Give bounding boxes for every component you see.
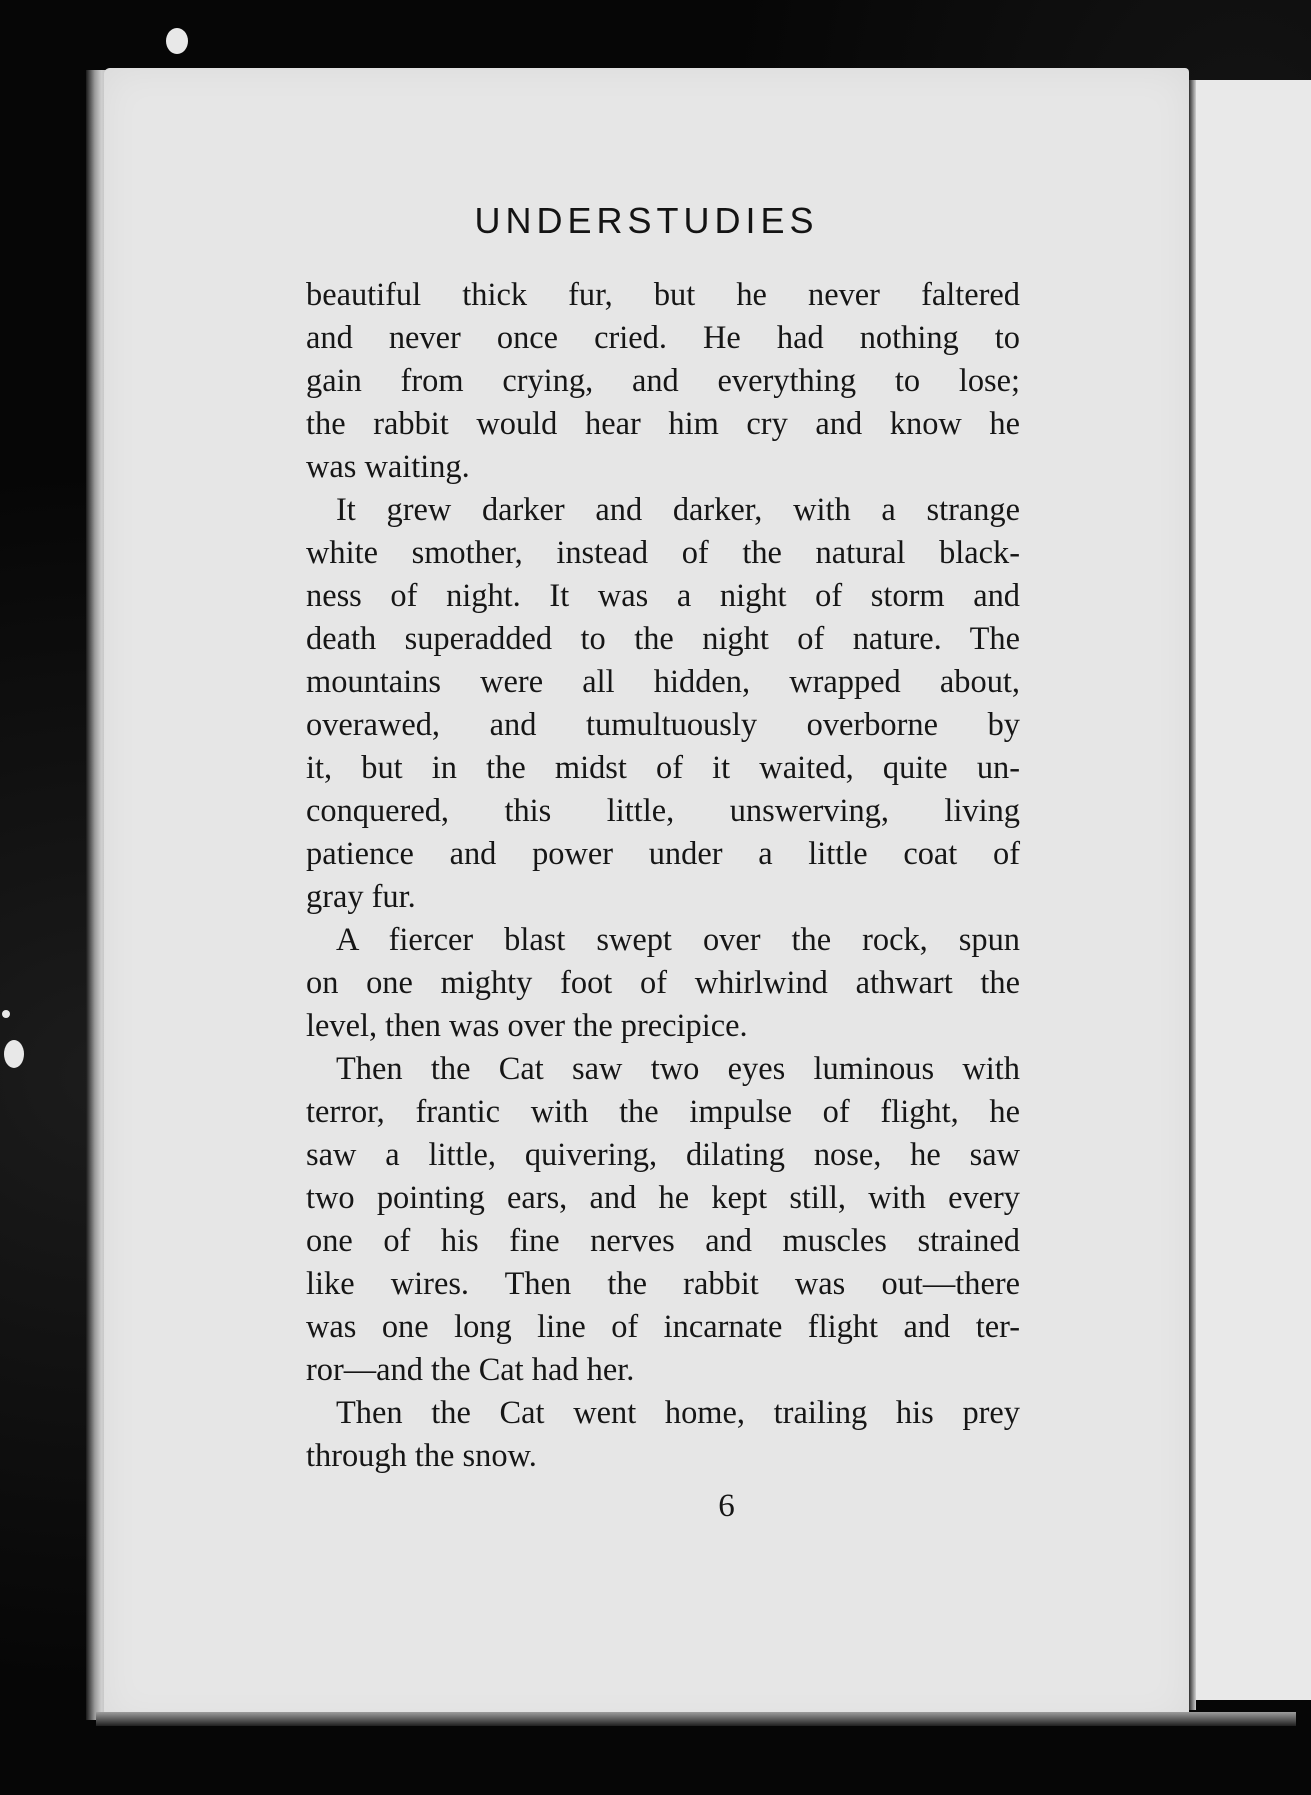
running-head: UNDERSTUDIES bbox=[474, 200, 819, 241]
page-number: 6 bbox=[718, 1488, 735, 1524]
text-line: It grew darker and darker, with a strange bbox=[336, 492, 1020, 528]
paragraph bbox=[306, 1392, 1020, 1478]
text-line: terror, frantic with the impulse of flight, he bbox=[306, 1094, 1020, 1130]
paragraph bbox=[306, 1048, 1020, 1392]
text-line: ror—and the Cat had her. bbox=[306, 1352, 635, 1388]
text-line: ness of night. It was a night of storm and bbox=[306, 578, 1020, 614]
text-line: was waiting. bbox=[306, 449, 470, 485]
text-line: and never once cried. He had nothing to bbox=[306, 320, 1020, 356]
scan-speck bbox=[4, 1040, 24, 1068]
text-line: the rabbit would hear him cry and know he bbox=[306, 406, 1020, 442]
text-line: one of his fine nerves and muscles strained bbox=[306, 1223, 1020, 1259]
paragraph bbox=[306, 489, 1020, 919]
body-text bbox=[306, 274, 1020, 1478]
page-bottom-shadow bbox=[96, 1712, 1296, 1726]
text-line: conquered, this little, unswerving, living bbox=[306, 793, 1020, 829]
text-line: gain from crying, and everything to lose; bbox=[306, 363, 1020, 399]
text-line: gray fur. bbox=[306, 879, 416, 915]
text-line: was one long line of incarnate flight and ter- bbox=[306, 1309, 1020, 1345]
text-line: beautiful thick fur, but he never faltered bbox=[306, 277, 1020, 313]
text-line: death superadded to the night of nature. The bbox=[306, 621, 1020, 657]
paragraph bbox=[306, 919, 1020, 1048]
text-line: Then the Cat saw two eyes luminous with bbox=[336, 1051, 1020, 1087]
text-line: through the snow. bbox=[306, 1438, 537, 1474]
text-line: white smother, instead of the natural black- bbox=[306, 535, 1020, 571]
text-line: A fiercer blast swept over the rock, spun bbox=[336, 922, 1020, 958]
text-line: overawed, and tumultuously overborne by bbox=[306, 707, 1020, 743]
scan-speck bbox=[166, 28, 188, 54]
paragraph bbox=[306, 274, 1020, 489]
text-line: saw a little, quivering, dilating nose, he saw bbox=[306, 1137, 1020, 1173]
text-line: mountains were all hidden, wrapped about, bbox=[306, 664, 1020, 700]
text-line: it, but in the midst of it waited, quite un- bbox=[306, 750, 1020, 786]
text-line: on one mighty foot of whirlwind athwart the bbox=[306, 965, 1020, 1001]
text-line: two pointing ears, and he kept still, with every bbox=[306, 1180, 1020, 1216]
scan-speck bbox=[2, 1010, 10, 1018]
text-line: Then the Cat went home, trailing his prey bbox=[336, 1395, 1020, 1431]
facing-page bbox=[1193, 80, 1311, 1700]
text-line: like wires. Then the rabbit was out—there bbox=[306, 1266, 1020, 1302]
text-line: patience and power under a little coat of bbox=[306, 836, 1020, 872]
text-line: level, then was over the precipice. bbox=[306, 1008, 748, 1044]
